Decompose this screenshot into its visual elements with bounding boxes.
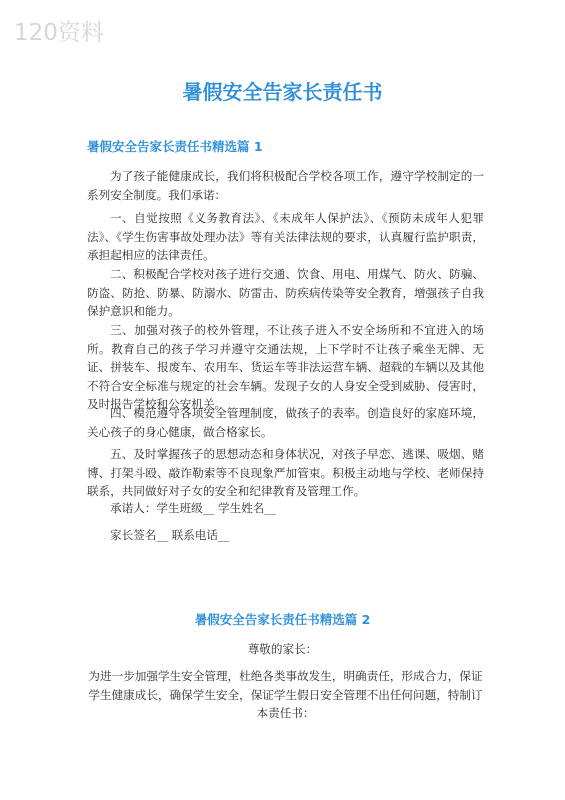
section-2-paragraph: 为进一步加强学生安全管理，杜绝各类事故发生，明确责任，形成合力，保证学生健康成长，确保学生安全，保证学生假日安全管理不出任何问题，特制订本责任书： [88,669,483,720]
section-1-paragraph-5: 五、及时掌握孩子的思想动态和身体状况，对孩子早恋、逃课、吸烟、赌博、打架斗殴、敲诈勒索等不良现象严加管束。积极主动地与学校、老师保持联系，共同做好对子女的安全和纪律教育及管理工作。 [87,447,484,498]
section-1-paragraph-1: 一、自觉按照《义务教育法》、《未成年人保护法》、《预防未成年人犯罪法》、《学生伤害事故处理办法》等有关法律法规的要求，认真履行监护职责，承担起相应的法律责任。 [87,211,484,262]
document-title: 暑假安全告家长责任书 [182,80,383,104]
parent-signature-line: 家长签名__ 联系电话__ [110,528,230,542]
section-1-paragraph-intro: 为了孩子能健康成长，我们将积极配合学校各项工作，遵守学校制定的一系列安全制度。我们承诺： [87,169,484,202]
section-2-heading: 暑假安全告家长责任书精选篇 2 [194,612,371,627]
promisor-line: 承诺人：学生班级__ 学生姓名__ [110,501,276,515]
section-1-paragraph-3: 三、加强对孩子的校外管理，不让孩子进入不安全场所和不宜进入的场所。教育自己的孩子学习并遵守交通法规，上下学时不让孩子乘坐无牌、无证、拼装车、报废车、农用车、货运车等非法运营车辆、超载的车辆以及其他不符合安全标准与规定的社会车辆。发现子女的人身安全受到威胁、侵害时，及时报告学校和公安机关。 [87,323,484,411]
salutation: 尊敬的家长： [247,642,318,656]
section-1-paragraph-2: 二、积极配合学校对孩子进行交通、饮食、用电、用煤气、防火、防骗、防盗、防抢、防暴、防溺水、防雷击、防疾病传染等安全教育，增强孩子自我保护意识和能力。 [87,267,484,318]
section-1-heading: 暑假安全告家长责任书精选篇 1 [87,139,263,154]
section-1-paragraph-4: 四、模范遵守各项安全管理制度，做孩子的表率。创造良好的家庭环境，关心孩子的身心健康，做合格家长。 [87,406,484,439]
watermark-logo: 120资料 [14,20,104,46]
